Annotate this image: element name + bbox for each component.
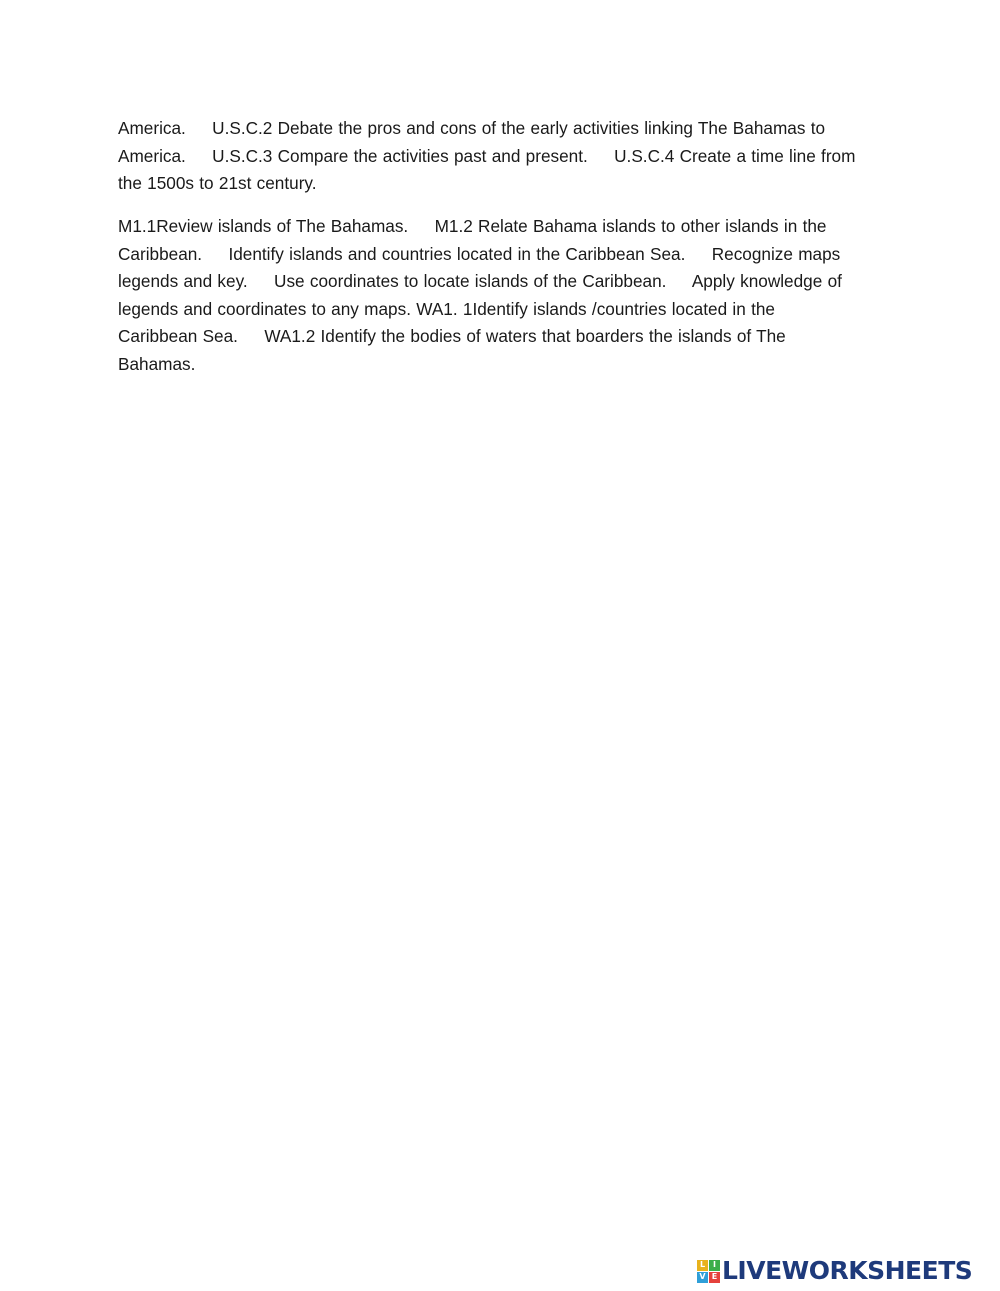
- standards-paragraph-2: [118, 213, 868, 378]
- paragraph-line: America. U.S.C.3 Compare the activities past and present. U.S.C.4 Create a time line from: [118, 145, 856, 166]
- paragraph-line: legends and key. Use coordinates to locate islands of the Caribbean. Apply knowledge of: [118, 271, 842, 291]
- standards-paragraph-1: [118, 115, 868, 198]
- logo-mark-cell: I: [709, 1260, 720, 1271]
- paragraph-line: M1.1Review islands of The Bahamas. M1.2 Relate Bahama islands to other islands in the: [118, 216, 827, 236]
- paragraph-line: legends and coordinates to any maps. WA1. 1Identify islands /countries located in the: [118, 298, 775, 319]
- logo-mark-cell: V: [697, 1272, 708, 1283]
- paragraph-line: America. U.S.C.2 Debate the pros and cons of the early activities linking The Bahamas to: [118, 118, 826, 138]
- paragraph-line: Caribbean. Identify islands and countries located in the Caribbean Sea. Recognize maps: [118, 243, 841, 264]
- logo-wordmark: LIVEWORKSHEETS: [722, 1256, 973, 1285]
- paragraph-line: the 1500s to 21st century.: [118, 173, 317, 193]
- paragraph-line: Caribbean Sea. WA1.2 Identify the bodies of waters that boarders the islands of The: [118, 326, 786, 346]
- logo-mark-icon: [697, 1260, 720, 1283]
- logo-mark-cell: E: [709, 1272, 720, 1283]
- liveworksheets-logo: [697, 1256, 972, 1286]
- logo-mark-cell: L: [697, 1260, 708, 1271]
- paragraph-line: Bahamas.: [118, 353, 196, 374]
